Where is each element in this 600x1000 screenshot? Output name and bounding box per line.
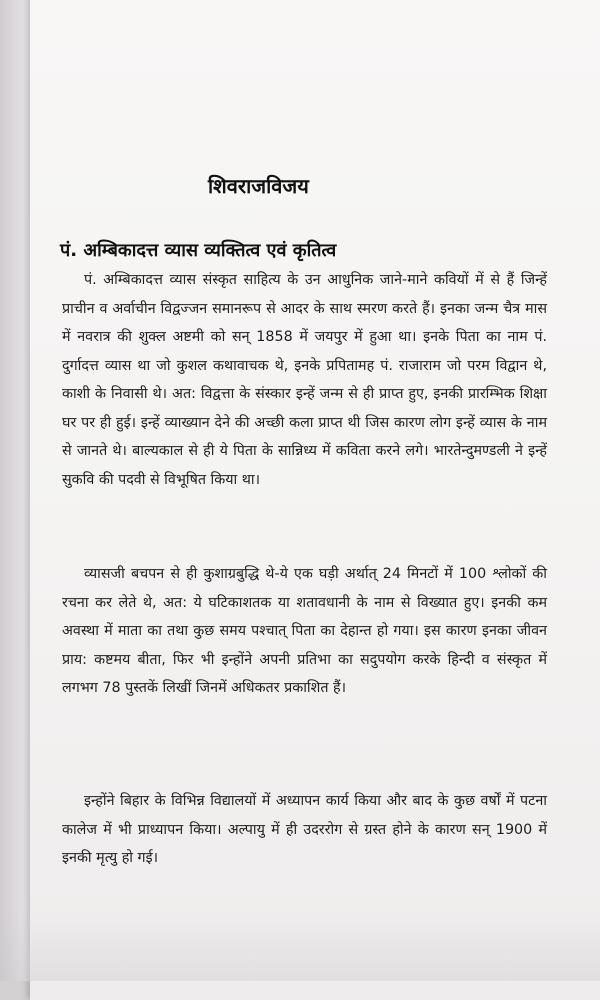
paragraph-1: पं. अम्बिकादत्त व्यास संस्कृत साहित्य के उन आधुनिक जाने-माने कवियों में से हैं जिन्हें प्राचीन व अर्वाचीन विद्वज्जन समानरूप से आदर के साथ स्मरण करते हैं। इनका जन्म चैत्र मास में नवरात्र की शुक्ल अष्टमी को सन् 1858 में जयपुर में हुआ था। इनके पिता का नाम पं. दुर्गादत्त व्यास था जो कुशल कथावाचक थे, इनके प्रपितामह पं. राजाराम जो परम विद्वान थे, काशी के निवासी थे। अत: विद्वत्ता के संस्कार इन्हें जन्म से ही प्राप्त हुए, इनकी प्रारम्भिक शिक्षा घर पर ही हुई। इन्हें व्याख्यान देने की अच्छी कला प्राप्त थी जिस कारण लोग इन्हें व्यास के नाम से जानते थे। बाल्यकाल से ही ये पिता के सान्निध्य में कविता करने लगे। भारतेन्दुमण्डली ने इन्हें सुकवि की पदवी से विभूषित किया था। bbox=[62, 272, 547, 488]
paragraph-3: इन्होंने बिहार के विभिन्न विद्यालयों में अध्यापन कार्य किया और बाद के कुछ वर्षों में पटना कालेज में भी प्राध्यापन किया। अल्पायु में ही उदररोग से ग्रस्त होने के कारण सन् 1900 में इनकी मृत्यु हो गई। bbox=[62, 793, 547, 866]
paragraph-2: व्यासजी बचपन से ही कुशाग्रबुद्धि थे-ये एक घड़ी अर्थात् 24 मिनटों में 100 श्लोकों की रचना कर लेते थे, अत: ये घटिकाशतक या शतावधानी के नाम से विख्यात हुए। इनकी कम अवस्था में माता का तथा कुछ समय पश्चात् पिता का देहान्त हो गया। इस कारण इनका जीवन प्राय: कष्टमय बीता, फिर भी इन्होंने अपनी प्रतिभा का सदुपयोग करके हिन्दी व संस्कृत में लगभग 78 पुस्तकें लिखीं जिनमें अधिकतर प्रकाशित हैं। bbox=[62, 566, 547, 696]
left-page-edge bbox=[0, 40, 16, 160]
bleed-through-text bbox=[390, 50, 600, 260]
section-heading: पं. अम्बिकादत्त व्यास व्यक्तित्व एवं कृतित्व bbox=[60, 240, 337, 261]
page-title: शिवराजविजय bbox=[208, 174, 309, 198]
